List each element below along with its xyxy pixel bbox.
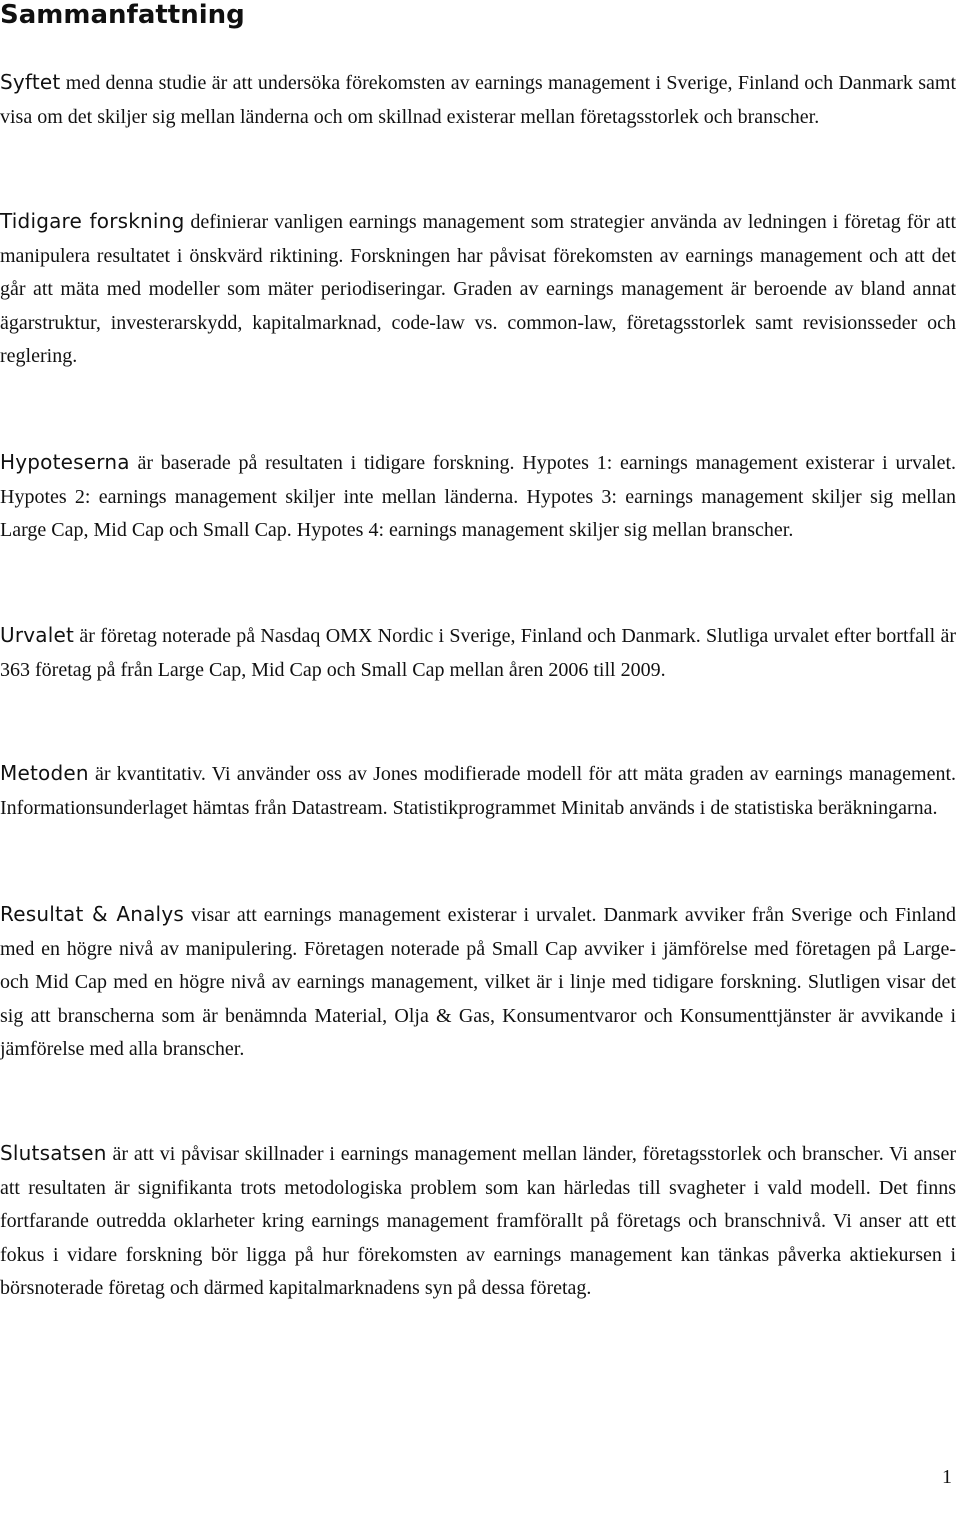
paragraph-slutsatsen <box>0 1137 956 1306</box>
paragraph-lead: Urvalet <box>0 623 75 647</box>
paragraph-syfte <box>0 66 956 134</box>
paragraph-text: visar att earnings management existerar i urvalet. Danmark avviker från Sverige och Finland med en högre nivå av manipulering. Företagen noterade på Small Cap avviker i jämförelse med företagen på Large- och Mid Cap med en högre nivå av earnings management, vilket är i linje med tidigare forskning. Slutligen visar det sig att branscherna som är benämnda Material, Olja & Gas, Konsumentvaror och Konsumenttjänster är avvikande i jämförelse med alla branscher. <box>0 904 957 1060</box>
paragraph-hypoteserna <box>0 446 956 548</box>
paragraph-urvalet <box>0 619 956 687</box>
paragraph-text: med denna studie är att undersöka förekomsten av earnings management i Sverige, Finland och Danmark samt visa om det skiljer sig mellan länderna och om skillnad existerar mellan företagsstorlek och branscher. <box>0 72 957 128</box>
paragraph-text: är företag noterade på Nasdaq OMX Nordic i Sverige, Finland och Danmark. Slutliga urvalet efter bortfall är 363 företag på från Large Cap, Mid Cap och Small Cap mellan åren 2006 till 2009. <box>0 625 956 681</box>
paragraph-lead: Tidigare forskning <box>0 209 185 233</box>
paragraph-text: definierar vanligen earnings management som strategier använda av ledningen i företag för att manipulera resultatet i önskvärd riktining. Forskningen har påvisat förekomsten av earnings management och att det går att mäta med modeller som mäter periodiseringar. Graden av earnings management är beroende av bland annat ägarstruktur, investerarskydd, kapitalmarknad, code-law vs. common-law, företagsstorlek samt revisionsseder och reglering. <box>0 211 956 367</box>
paragraph-resultat-analys <box>0 898 956 1067</box>
page-number: 1 <box>942 1466 952 1488</box>
paragraph-tidigare-forskning <box>0 205 956 374</box>
paragraph-lead: Hypoteserna <box>0 450 130 474</box>
paragraph-lead: Resultat & Analys <box>0 902 184 926</box>
paragraph-lead: Metoden <box>0 761 89 785</box>
paragraph-metoden <box>0 757 956 825</box>
paragraph-text: är baserade på resultaten i tidigare forskning. Hypotes 1: earnings management existerar i urvalet. Hypotes 2: earnings management skiljer inte mellan länderna. Hypotes 3: earnings management skiljer sig mellan Large Cap, Mid Cap och Small Cap. Hypotes 4: earnings management skiljer sig mellan branscher. <box>0 452 956 541</box>
paragraph-text: är kvantitativ. Vi använder oss av Jones modifierade modell för att mäta graden av earnings management. Informationsunderlaget hämtas från Datastream. Statistikprogrammet Minitab används i de statistiska beräkningarna. <box>0 763 957 819</box>
page-title: Sammanfattning <box>0 0 245 30</box>
paragraph-lead: Syftet <box>0 70 61 94</box>
paragraph-lead: Slutsatsen <box>0 1141 107 1165</box>
paragraph-text: är att vi påvisar skillnader i earnings management mellan länder, företagsstorlek och branscher. Vi anser att resultaten är signifikanta trots metodologiska problem som kan härledas till svagheter i vald modell. Det finns fortfarande outredda oklarheter kring earnings management framförallt på företags och branschnivå. Vi anser att ett fokus i vidare forskning bör ligga på hur förekomsten av earnings management kan tänkas påverka aktiekursen i börsnoterade företag och därmed kapitalmarknadens syn på dessa företag. <box>0 1143 957 1299</box>
